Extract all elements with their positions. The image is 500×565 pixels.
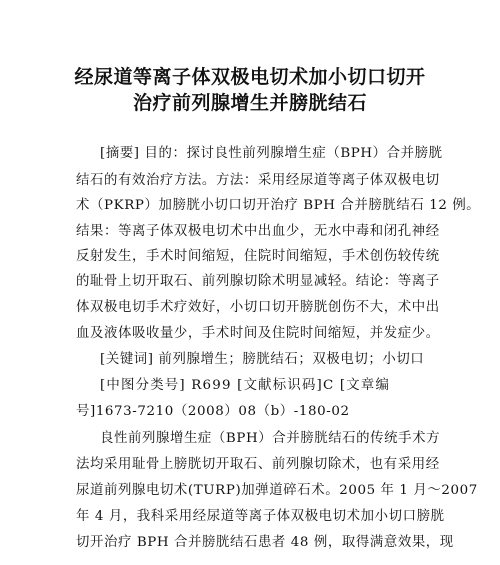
- keywords: [关键词] 前列腺增生；膀胱结石；双极电切；小切口: [100, 352, 425, 367]
- article-title-line-1: 经尿道等离子体双极电切术加小切口切开: [74, 66, 426, 88]
- abstract-line: 的耻骨上切开取石、前列腺切除术明显减轻。结论：等离子: [76, 274, 440, 289]
- abstract-line: 结石的有效治疗方法。方法：采用经尿道等离子体双极电切: [76, 173, 440, 188]
- abstract-line: [摘要] 目的：探讨良性前列腺增生症（BPH）合并膀胱: [100, 146, 443, 161]
- body-paragraph-line: 年 4 月，我科采用经尿道等离子体双极电切术加小切口膀胱: [76, 509, 445, 524]
- abstract-line: 血及液体吸收量少，手术时间及住院时间缩短，并发症少。: [76, 326, 440, 341]
- classification-line-1: [中图分类号] R699 [文献标识码]C [文章编: [100, 378, 391, 393]
- abstract-line: 体双极电切手术疗效好，小切口切开膀胱创伤不大，术中出: [76, 300, 440, 315]
- article-title-line-2: 治疗前列腺增生并膀胱结石: [132, 92, 367, 114]
- classification-line-2: 号]1673-7210（2008）08（b）-180-02: [76, 404, 350, 419]
- body-paragraph-line: 尿道前列腺电切术(TURP)加弹道碎石术。2005 年 1 月～2007: [76, 483, 478, 498]
- abstract-line: 结果：等离子体双极电切术中出血少，无水中毒和闭孔神经: [76, 224, 440, 239]
- body-paragraph-line: 法均采用耻骨上膀胱切开取石、前列腺切除术，也有采用经: [76, 457, 440, 472]
- body-paragraph-line: 良性前列腺增生症（BPH）合并膀胱结石的传统手术方: [100, 431, 441, 446]
- abstract-line: 反射发生，手术时间缩短，住院时间缩短，手术创伤较传统: [76, 249, 440, 264]
- abstract-line: 术（PKRP）加膀胱小切口切开治疗 BPH 合并膀胱结石 12 例。: [76, 198, 481, 213]
- body-paragraph-line: 切开治疗 BPH 合并膀胱结石患者 48 例，取得满意效果，现: [76, 535, 454, 550]
